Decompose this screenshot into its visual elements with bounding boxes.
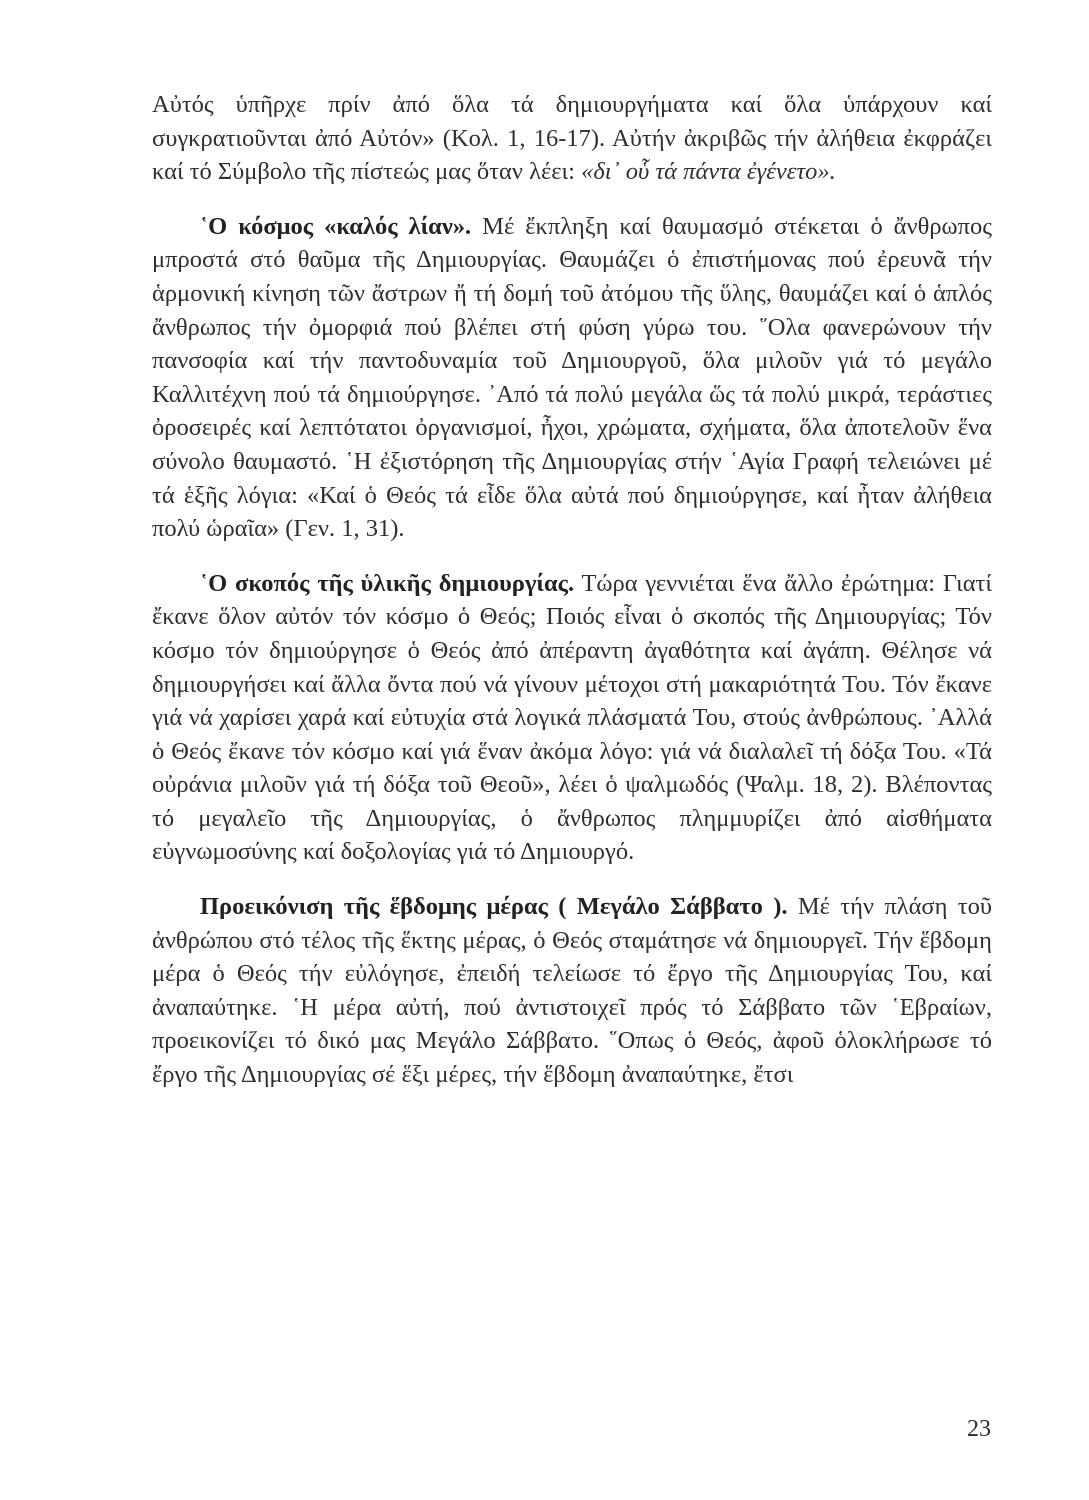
page-body (152, 88, 992, 1092)
paragraph-continuation (152, 88, 992, 189)
creed-quote: «δι᾽ οὗ τά πάντα ἐγένετο». (581, 158, 836, 186)
paragraph-purpose (152, 567, 992, 869)
paragraph-seventh-day (152, 890, 992, 1092)
paragraph-text: Αὐτός ὑπῆρχε πρίν ἀπό ὅλα τά δημιουργήματα καί ὅλα ὑπάρχουν καί συγκρατιοῦνται ἀπό Αὐτόν» (Κολ. 1, 16-17). Αὐτήν ἀκριβῶς τήν ἀλήθεια ἐκφράζει καί τό Σύμβολο τῆς πίστεώς μας ὅταν λέει: (152, 91, 992, 186)
paragraph-text: Μέ ἔκπληξη καί θαυμασμό στέκεται ὁ ἄνθρωπος μπροστά στό θαῦμα τῆς Δημιουργίας. Θαυμάζει ὁ ἐπιστήμονας πού ἐρευνᾶ τήν ἁρμονική κίνηση τῶν ἄστρων ἤ τή δομή τοῦ ἀτόμου τῆς ὕλης, θαυμάζει καί ὁ ἁπλός ἄνθρωπος τήν ὀμορφιά πού βλέπει στή φύση γύρω του. ῞Ολα φανερώνουν τήν πανσοφία καί τήν παντοδυναμία τοῦ Δημιουργοῦ, ὅλα μιλοῦν γιά τό μεγάλο Καλλιτέχνη πού τά δημιούργησε. ᾿Από τά πολύ μεγάλα ὥς τά πολύ μικρά, τεράστιες ὀροσειρές καί λεπτότατοι ὀργανισμοί, ἦχοι, χρώματα, σχήματα, ὅλα ἀποτελοῦν ἕνα σύνολο θαυμαστό. ῾Η ἐξιστόρηση τῆς Δημιουργίας στήν ῾Αγία Γραφή τελειώνει μέ τά ἑξῆς λόγια: «Καί ὁ Θεός τά εἶδε ὅλα αὐτά πού δημιούργησε, καί ἦταν ἀλήθεια πολύ ὡραῖα» (Γεν. 1, 31). (152, 212, 992, 543)
section-heading: ῾Ο σκοπός τῆς ὑλικῆς δημιουργίας. (200, 569, 575, 597)
section-heading: Προεικόνιση τῆς ἕβδομης μέρας ( Μεγάλο Σάββατο ). (200, 893, 788, 921)
page-number: 23 (967, 1416, 991, 1442)
paragraph-text: Μέ τήν πλάση τοῦ ἀνθρώπου στό τέλος τῆς ἕκτης μέρας, ὁ Θεός σταμάτησε νά δημιουργεῖ. Τήν ἕβδομη μέρα ὁ Θεός τήν εὐλόγησε, ἐπειδή τελείωσε τό ἔργο τῆς Δημιουργίας Του, καί ἀναπαύτηκε. ῾Η μέρα αὐτή, πού ἀντιστοιχεῖ πρός τό Σάββατο τῶν ῾Εβραίων, προεικονίζει τό δικό μας Μεγάλο Σάββατο. ῞Οπως ὁ Θεός, ἀφοῦ ὁλοκλήρωσε τό ἔργο τῆς Δημιουργίας σέ ἕξι μέρες, τήν ἕβδομη ἀναπαύτηκε, ἔτσι (152, 893, 992, 1089)
paragraph-text: Τώρα γεννιέται ἕνα ἄλλο ἐρώτημα: Γιατί ἔκανε ὅλον αὐτόν τόν κόσμο ὁ Θεός; Ποιός εἶναι ὁ σκοπός τῆς Δημιουργίας; Τόν κόσμο τόν δημιούργησε ὁ Θεός ἀπό ἀπέραντη ἀγαθότητα καί ἀγάπη. Θέλησε νά δημιουργήσει καί ἄλλα ὄντα πού νά γίνουν μέτοχοι στή μακαριότητά Του. Τόν ἔκανε γιά νά χαρίσει χαρά καί εὐτυχία στά λογικά πλάσματά Του, στούς ἀνθρώπους. ᾿Αλλά ὁ Θεός ἔκανε τόν κόσμο καί γιά ἕναν ἀκόμα λόγο: γιά νά διαλαλεῖ τή δόξα Του. «Τά οὐράνια μιλοῦν γιά τή δόξα τοῦ Θεοῦ», λέει ὁ ψαλμωδός (Ψαλμ. 18, 2). Βλέποντας τό μεγαλεῖο τῆς Δημιουργίας, ὁ ἄνθρωπος πλημμυρίζει ἀπό αἰσθήματα εὐγνωμοσύνης καί δοξολογίας γιά τό Δημιουργό. (152, 569, 992, 866)
paragraph-world-good (152, 210, 992, 546)
section-heading: ῾Ο κόσμος «καλός λίαν». (200, 212, 472, 240)
